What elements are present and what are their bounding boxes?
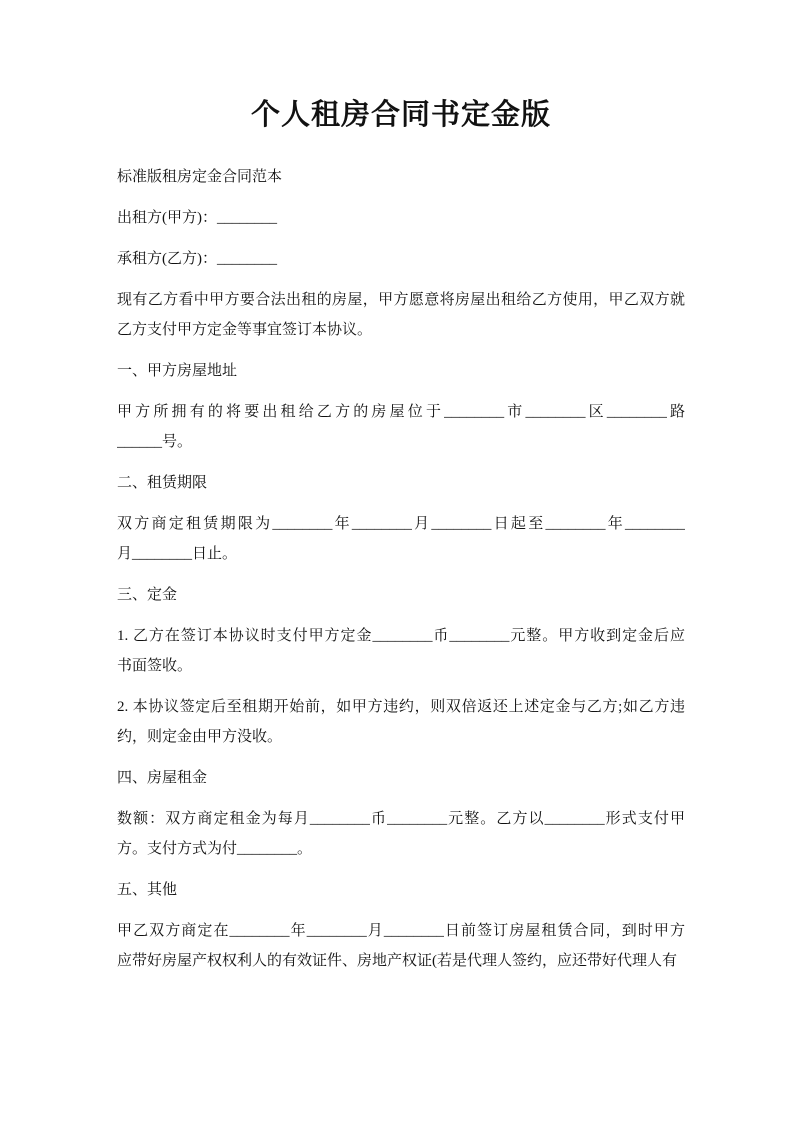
section-3-heading (117, 580, 685, 610)
preamble-line-1: 现有乙方看中甲方要合法出租的房屋，甲方愿意将房屋出租给乙方使用，甲乙双方就 (117, 292, 685, 308)
party-lessee-line-line-1: 承租方(乙方)：________ (117, 251, 277, 267)
section-5-heading (117, 875, 685, 905)
contract-subtitle-line-1: 标准版租房定金合同范本 (117, 169, 283, 185)
preamble (117, 285, 685, 345)
section-3-item-2-line-1: 2. 本协议签定后至租期开始前，如甲方违约，则双倍返还上述定金与乙方;如乙方违 (117, 699, 685, 715)
section-5-body-line-1: 甲乙双方商定在________年________月________日前签订房屋租赁合同，到时甲方 (117, 923, 685, 939)
section-1-body-line-1: 甲方所拥有的将要出租给乙方的房屋位于________市________区________路 (117, 404, 685, 420)
section-2-heading (117, 468, 685, 498)
section-2-body-line-1: 双方商定租赁期限为________年________月________日起至________年________ (117, 516, 685, 532)
section-1-body-line-2: ______号。 (117, 434, 193, 450)
section-2-body-line-2: 月________日止。 (117, 546, 238, 562)
document-body (117, 162, 685, 976)
section-4-body-line-2: 方。支付方式为付________。 (117, 841, 313, 857)
section-5-body-line-2: 应带好房屋产权权利人的有效证件、房地产权证(若是代理人签约，应还带好代理人有 (117, 953, 677, 969)
section-3-item-2-line-2: 约，则定金由甲方没收。 (117, 729, 283, 745)
party-lessor-line-line-1: 出租方(甲方)：________ (117, 210, 277, 226)
section-3-item-1-line-2: 书面签收。 (117, 658, 193, 674)
preamble-line-2: 乙方支付甲方定金等事宜签订本协议。 (117, 322, 373, 338)
contract-subtitle (117, 162, 685, 192)
section-3-item-1 (117, 621, 685, 681)
section-3-heading-line-1: 三、定金 (117, 587, 178, 603)
section-1-body (117, 397, 685, 457)
document-title: 个人租房合同书定金版 (250, 99, 551, 131)
section-2-body (117, 509, 685, 569)
section-1-heading (117, 356, 685, 386)
section-1-heading-line-1: 一、甲方房屋地址 (117, 363, 238, 379)
section-4-body-line-1: 数额：双方商定租金为每月________币________元整。乙方以________形式支付甲 (117, 811, 685, 827)
section-3-item-2 (117, 692, 685, 752)
party-lessor-line (117, 203, 685, 233)
section-5-heading-line-1: 五、其他 (117, 882, 178, 898)
section-4-heading (117, 763, 685, 793)
section-5-body (117, 916, 685, 976)
section-4-heading-line-1: 四、房屋租金 (117, 770, 208, 786)
section-4-body (117, 804, 685, 864)
section-3-item-1-line-1: 1. 乙方在签订本协议时支付甲方定金________币________元整。甲方收到定金后应 (117, 628, 685, 644)
section-2-heading-line-1: 二、租赁期限 (117, 475, 208, 491)
party-lessee-line (117, 244, 685, 274)
